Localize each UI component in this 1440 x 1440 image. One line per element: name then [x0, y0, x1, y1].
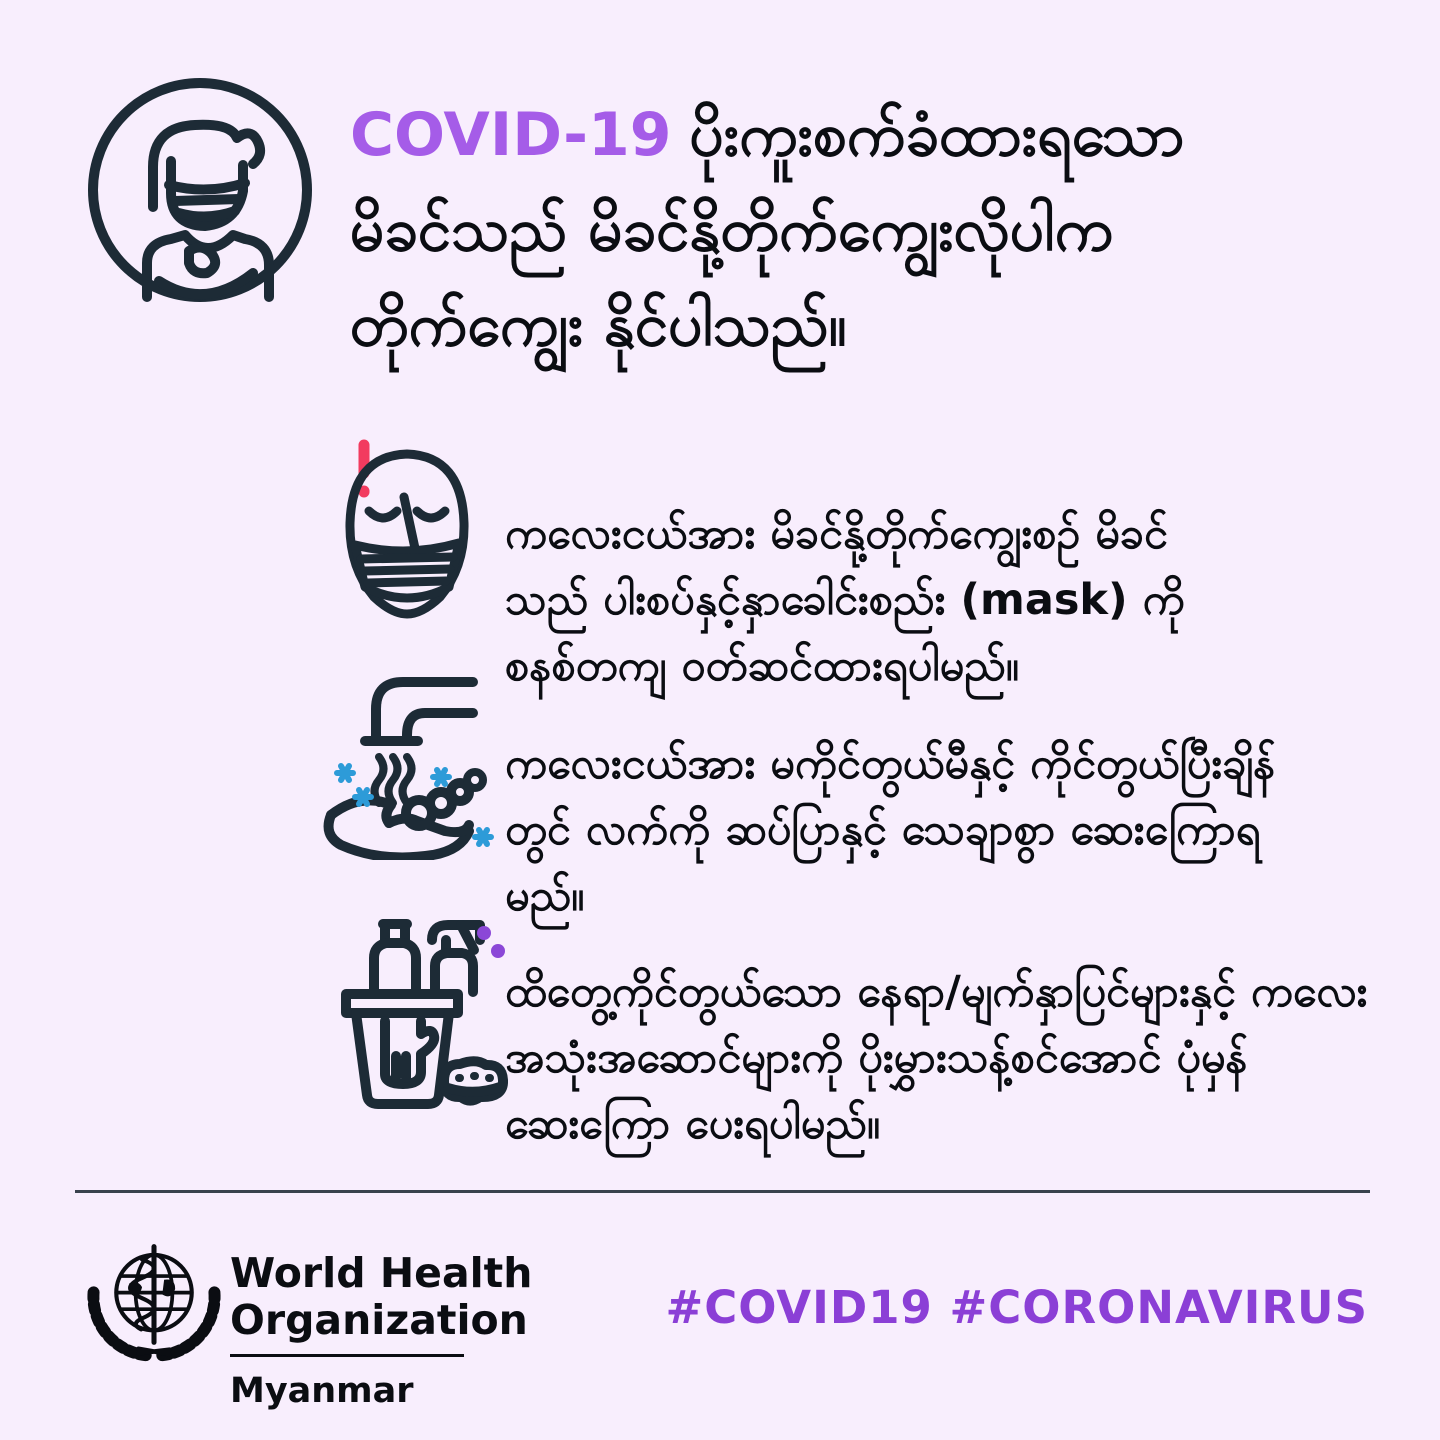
who-emblem-icon: [85, 1238, 223, 1362]
handwashing-icon: [323, 665, 498, 860]
title-line-1: [350, 88, 1270, 183]
title-line-2: မိခင်သည် မိခင်နို့တိုက်ကျွေးလိုပါက: [350, 195, 1114, 265]
poster-title: [350, 88, 1270, 373]
who-wordmark: [230, 1250, 532, 1411]
covid-19-label: COVID-19: [350, 100, 672, 170]
bullet-text-mask: ကလေးငယ်အား မိခင်နို့တိုက်ကျွေးစဉ် မိခင်သည် ပါးစပ်နှင့်နှာခေါင်းစည်း (mask) ကို စနစ်တကျ ဝတ်ဆင်ထားရပါမည်။: [505, 509, 1185, 691]
who-name-line-2: Organization: [230, 1296, 528, 1344]
title-line-3: တိုက်ကျွေး နိုင်ပါသည်။: [350, 290, 848, 360]
masked-face-icon: [330, 437, 482, 629]
who-country-label: Myanmar: [230, 1371, 414, 1411]
cleaning-supplies-icon: [328, 896, 508, 1111]
bullet-text-disinfect: ထိတွေ့ကိုင်တွယ်သော နေရာ/မျက်နှာပြင်များနှင့် ကလေး အသုံးအဆောင်များကို ပိုးမွှားသန့်စင်အောင် ပုံမှန်ဆေးကြော ပေးရပါမည်။: [505, 967, 1368, 1149]
sponge-dots: [459, 1076, 490, 1078]
hashtags-label: #COVID19 #CORONAVIRUS: [665, 1281, 1368, 1334]
bullet-text-handwash: ကလေးငယ်အား မကိုင်တွယ်မီနှင့် ကိုင်တွယ်ပြီးချိန်တွင် လက်ကို ဆပ်ပြာနှင့် သေချာစွာ ဆေးကြောရမည်။: [505, 739, 1276, 921]
title-line-1-text: ပိုးကူးစက်ခံထားရသော: [689, 100, 1185, 170]
who-name-line-1: World Health: [230, 1249, 533, 1297]
mother-breastfeeding-icon: [85, 75, 315, 305]
footer-divider: [75, 1190, 1370, 1193]
who-wordmark-divider: [230, 1354, 464, 1357]
